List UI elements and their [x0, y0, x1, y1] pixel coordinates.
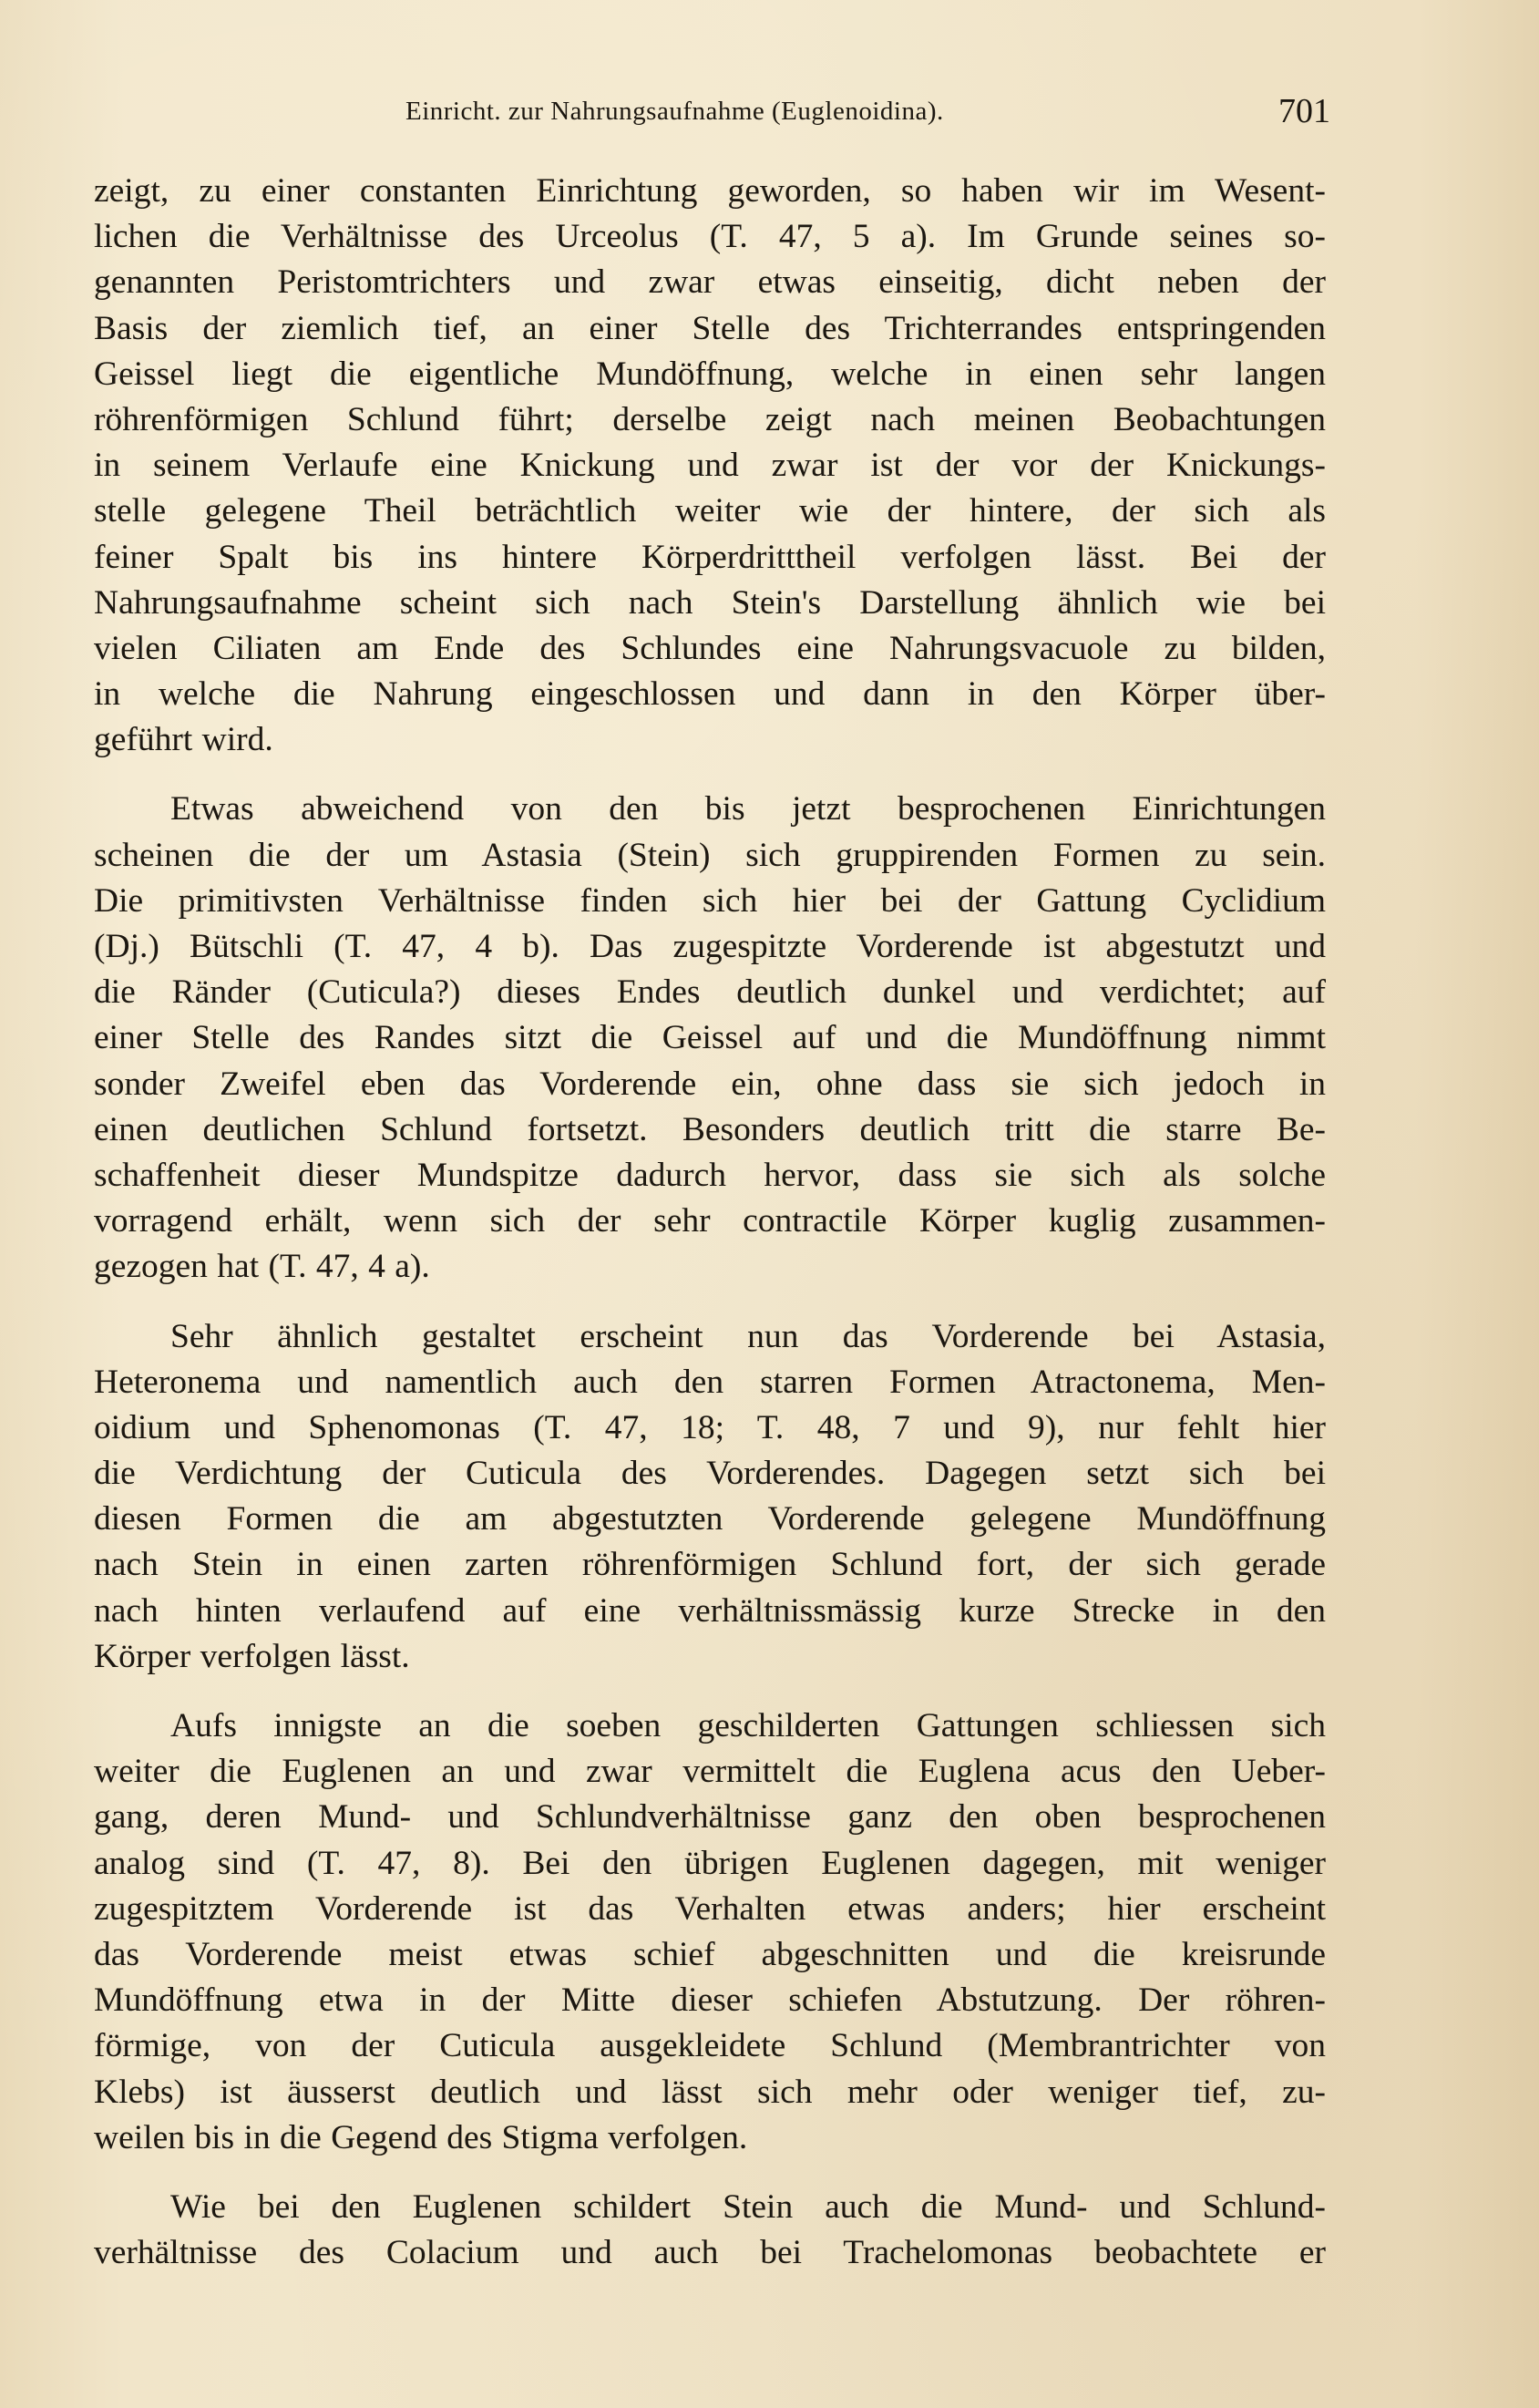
text-line: Wie bei den Euglenen schildert Stein auch die Mund- und Schlund-: [170, 2187, 1326, 2226]
text-line: förmige, von der Cuticula ausgekleidete Schlund (Membrantrichter von: [94, 2027, 1326, 2065]
text-line: röhrenförmigen Schlund führt; derselbe zeigt nach meinen Beobachtungen: [94, 400, 1326, 438]
text-line: stelle gelegene Theil beträchtlich weiter wie der hintere, der sich als: [94, 492, 1326, 530]
text-line: weilen bis in die Gegend des Stigma verfolgen.: [94, 2118, 748, 2156]
paragraph-gap: [94, 1680, 1326, 1703]
paragraph-gap: [94, 2161, 1326, 2185]
text-line: Mundöffnung etwa in der Mitte dieser schiefen Abstutzung. Der röhren-: [94, 1981, 1326, 2020]
body-text: [94, 169, 1326, 2276]
text-line: Basis der ziemlich tief, an einer Stelle des Trichterrandes entspringenden: [94, 309, 1326, 347]
text-line: feiner Spalt bis ins hintere Körperdritttheil verfolgen lässt. Bei der: [94, 538, 1326, 576]
text-line: einen deutlichen Schlund fortsetzt. Besonders deutlich tritt die starre Be-: [94, 1110, 1326, 1148]
text-line: scheinen die der um Astasia (Stein) sich gruppirenden Formen zu sein.: [94, 836, 1326, 874]
text-line: Klebs) ist äusserst deutlich und lässt sich mehr oder weniger tief, zu-: [94, 2073, 1326, 2111]
page-header: [91, 91, 1330, 137]
page-number: 701: [1278, 92, 1330, 130]
running-title: Einricht. zur Nahrungsaufnahme (Euglenoidina).: [405, 97, 944, 126]
text-line: vorragend erhält, wenn sich der sehr contractile Körper kuglig zusammen-: [94, 1202, 1326, 1240]
text-line: nach Stein in einen zarten röhrenförmigen Schlund fort, der sich gerade: [94, 1546, 1326, 1584]
text-line: nach hinten verlaufend auf eine verhältnissmässig kurze Strecke in den: [94, 1591, 1326, 1630]
text-line: einer Stelle des Randes sitzt die Geissel auf und die Mundöffnung nimmt: [94, 1019, 1326, 1057]
text-line: schaffenheit dieser Mundspitze dadurch hervor, dass sie sich als solche: [94, 1156, 1326, 1194]
paragraph-gap: [94, 763, 1326, 787]
text-line: analog sind (T. 47, 8). Bei den übrigen Euglenen dagegen, mit weniger: [94, 1844, 1326, 1882]
text-line: (Dj.) Bütschli (T. 47, 4 b). Das zugespitzte Vorderende ist abgestutzt und: [94, 928, 1326, 965]
text-line: geführt wird.: [94, 721, 273, 759]
text-line: gang, deren Mund- und Schlundverhältnisse ganz den oben besprochenen: [94, 1798, 1326, 1837]
text-line: diesen Formen die am abgestutzten Vorderende gelegene Mundöffnung: [94, 1500, 1326, 1538]
text-line: Etwas abweichend von den bis jetzt besprochenen Einrichtungen: [170, 790, 1326, 828]
paragraph-1: [94, 169, 1326, 763]
text-line: zeigt, zu einer constanten Einrichtung geworden, so haben wir im Wesent-: [94, 172, 1326, 210]
text-line: zugespitztem Vorderende ist das Verhalten etwas anders; hier erscheint: [94, 1889, 1326, 1928]
text-line: verhältnisse des Colacium und auch bei Trachelomonas beobachtete er: [94, 2234, 1326, 2272]
text-line: das Vorderende meist etwas schief abgeschnitten und die kreisrunde: [94, 1935, 1326, 1973]
text-line: die Ränder (Cuticula?) dieses Endes deutlich dunkel und verdichtet; auf: [94, 973, 1326, 1012]
paragraph-4: [94, 1703, 1326, 2161]
text-line: genannten Peristomtrichters und zwar etwas einseitig, dicht neben der: [94, 263, 1326, 302]
text-line: Heteronema und namentlich auch den starren Formen Atractonema, Men-: [94, 1363, 1326, 1401]
paragraph-5: [94, 2185, 1326, 2276]
text-line: in seinem Verlaufe eine Knickung und zwar ist der vor der Knickungs-: [94, 447, 1326, 485]
text-line: sonder Zweifel eben das Vorderende ein, ohne dass sie sich jedoch in: [94, 1065, 1326, 1103]
text-line: gezogen hat (T. 47, 4 a).: [94, 1248, 430, 1286]
paragraph-3: [94, 1314, 1326, 1681]
text-line: die Verdichtung der Cuticula des Vorderendes. Dagegen setzt sich bei: [94, 1455, 1326, 1493]
text-line: oidium und Sphenomonas (T. 47, 18; T. 48, 7 und 9), nur fehlt hier: [94, 1408, 1326, 1446]
text-line: Körper verfolgen lässt.: [94, 1637, 410, 1675]
text-line: Sehr ähnlich gestaltet erscheint nun das Vorderende bei Astasia,: [170, 1317, 1326, 1355]
paragraph-gap: [94, 1291, 1326, 1314]
text-line: vielen Ciliaten am Ende des Schlundes eine Nahrungsvacuole zu bilden,: [94, 629, 1326, 667]
paragraph-2: [94, 787, 1326, 1290]
text-line: Geissel liegt die eigentliche Mundöffnung, welche in einen sehr langen: [94, 355, 1326, 393]
text-line: Nahrungsaufnahme scheint sich nach Stein's Darstellung ähnlich wie bei: [94, 583, 1326, 622]
text-line: Aufs innigste an die soeben geschilderten Gattungen schliessen sich: [170, 1707, 1326, 1744]
text-line: lichen die Verhältnisse des Urceolus (T. 47, 5 a). Im Grunde seines so-: [94, 218, 1326, 256]
text-line: in welche die Nahrung eingeschlossen und dann in den Körper über-: [94, 675, 1326, 714]
text-line: Die primitivsten Verhältnisse finden sich hier bei der Gattung Cyclidium: [94, 881, 1326, 920]
text-line: weiter die Euglenen an und zwar vermittelt die Euglena acus den Ueber-: [94, 1753, 1326, 1791]
